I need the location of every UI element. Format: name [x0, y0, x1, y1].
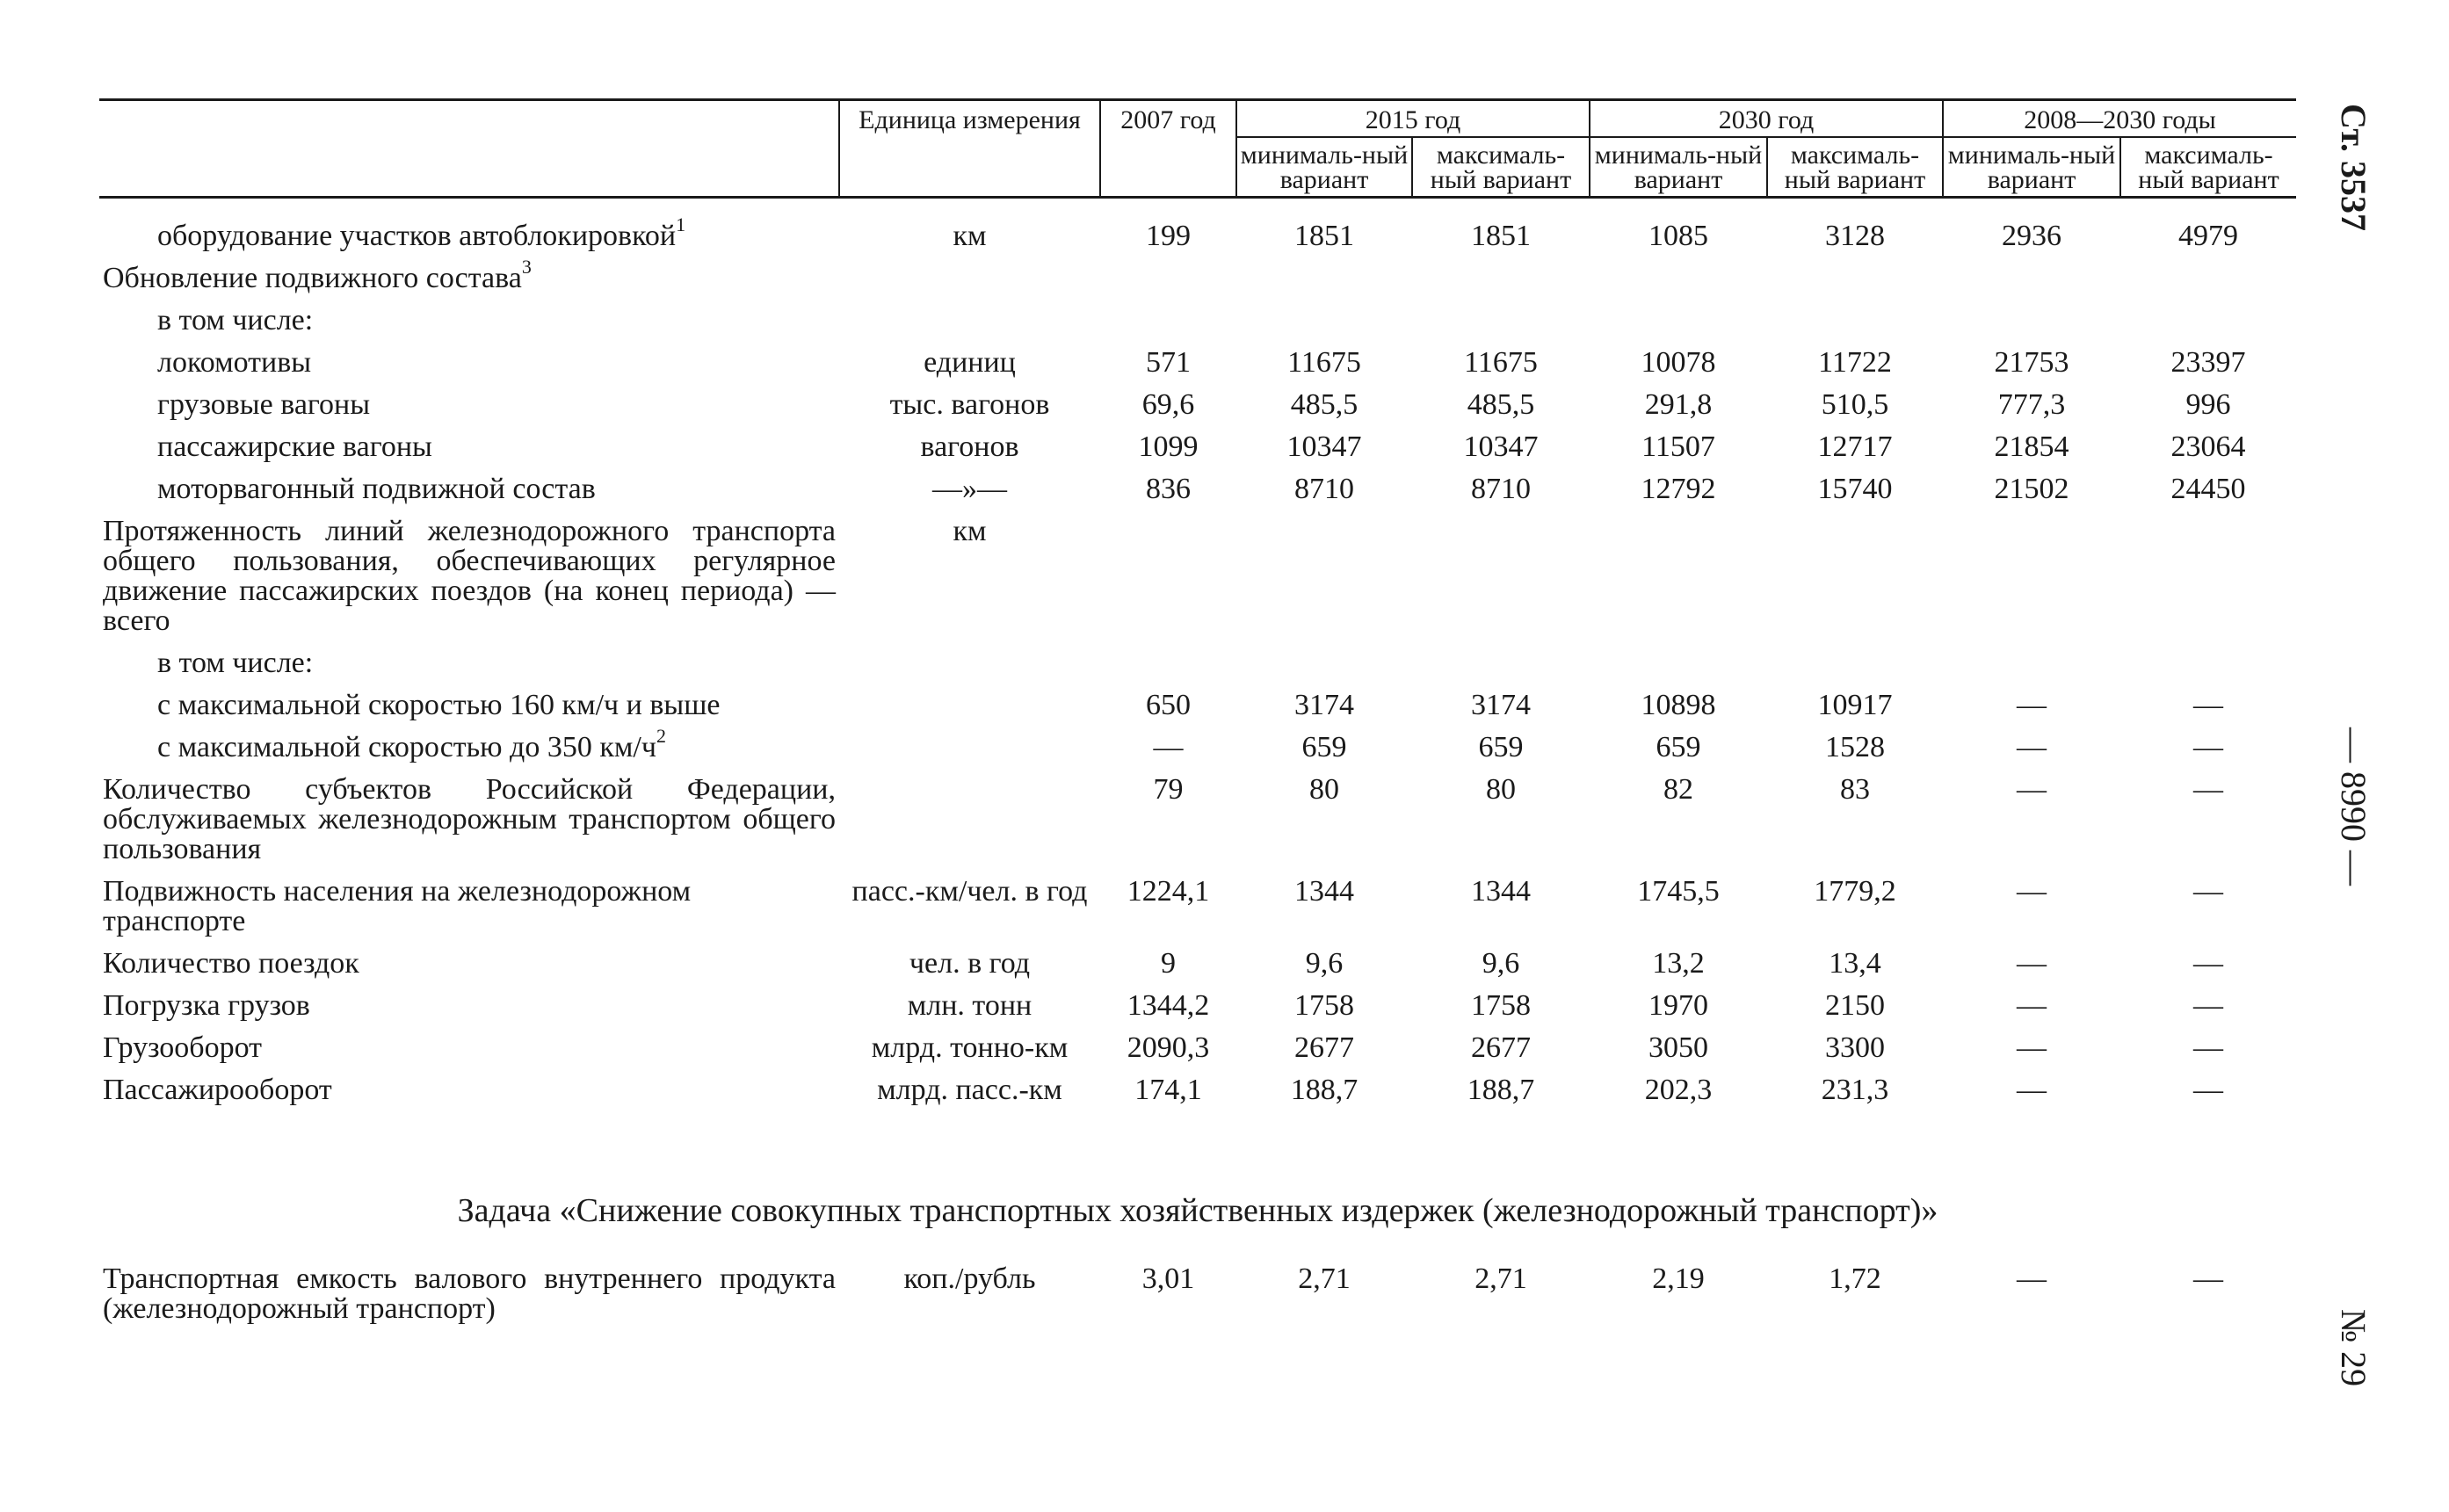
header-2008-2030-min: минималь-ный вариант — [1943, 137, 2120, 198]
row-value: 12717 — [1817, 430, 1893, 463]
header-2015-min: минималь-ный вариант — [1236, 137, 1412, 198]
row-label — [99, 1027, 839, 1069]
row-unit: чел. в год — [909, 947, 1031, 980]
row-value: 659 — [1478, 731, 1524, 763]
row-label — [99, 1258, 839, 1330]
row-value: 83 — [1840, 773, 1870, 806]
row-value — [1412, 510, 1590, 642]
row-value: 69,6 — [1141, 388, 1195, 421]
row-value: — — [2193, 989, 2223, 1022]
row-unit: км — [953, 220, 987, 252]
row-value — [1943, 257, 2120, 300]
row-value — [1943, 510, 2120, 642]
row-value: 24450 — [2170, 473, 2246, 505]
header-2030-min: минималь-ный вариант — [1590, 137, 1767, 198]
row-label — [99, 257, 839, 300]
header-unit: Единица измерения — [839, 100, 1100, 198]
row-value: 1851 — [1294, 220, 1354, 252]
row-value: 8710 — [1471, 473, 1531, 505]
row-value — [1943, 300, 2120, 342]
row-value: 13,2 — [1652, 947, 1705, 980]
row-value: — — [2193, 689, 2223, 721]
row-unit: коп./рубль — [903, 1262, 1036, 1295]
row-value: — — [2193, 875, 2223, 908]
row-value: 11675 — [1287, 346, 1361, 379]
row-value: 188,7 — [1290, 1074, 1359, 1106]
row-unit: млн. тонн — [907, 989, 1032, 1022]
row-value: 10898 — [1641, 689, 1716, 721]
row-value: 2677 — [1471, 1031, 1531, 1064]
row-value: 231,3 — [1821, 1074, 1889, 1106]
row-value: 10347 — [1463, 430, 1539, 463]
page-reference: Ст. 3537 — [2334, 104, 2373, 231]
table-row — [99, 384, 2296, 426]
row-value: 1745,5 — [1637, 875, 1720, 908]
row-value: 188,7 — [1467, 1074, 1535, 1106]
table-row — [99, 468, 2296, 510]
row-value: 485,5 — [1290, 388, 1359, 421]
row-label-text: в том числе: — [157, 647, 314, 679]
row-value: 12792 — [1641, 473, 1716, 505]
row-value: 1,72 — [1829, 1262, 1881, 1295]
row-value: 996 — [2185, 388, 2231, 421]
row-value: 21753 — [1994, 346, 2069, 379]
row-value — [2120, 300, 2296, 342]
row-value — [2120, 642, 2296, 684]
row-value — [1590, 300, 1767, 342]
row-value — [1236, 257, 1412, 300]
row-unit: млрд. пасс.-км — [877, 1074, 1062, 1106]
row-value: 777,3 — [1997, 388, 2066, 421]
row-label — [99, 198, 839, 258]
row-value: 80 — [1486, 773, 1516, 806]
row-unit — [839, 684, 1100, 727]
page-number: — 8990 — — [2334, 727, 2373, 886]
row-label — [99, 300, 839, 342]
row-value: 1224,1 — [1127, 875, 1210, 908]
table-header — [99, 100, 2296, 198]
row-value: 3174 — [1471, 689, 1531, 721]
row-value: 1344 — [1294, 875, 1354, 908]
row-value: — — [2017, 773, 2047, 806]
row-label — [99, 769, 839, 871]
row-value: 1344,2 — [1127, 989, 1210, 1022]
table-row — [99, 769, 2296, 871]
header-2008-2030-max: максималь-ный вариант — [2120, 137, 2296, 198]
table-row — [99, 943, 2296, 985]
row-label-text: Грузооборот — [103, 1031, 263, 1064]
row-value: — — [2017, 689, 2047, 721]
row-value: 1528 — [1825, 731, 1885, 763]
row-label-text: Подвижность населения на железнодорожном транспорте — [103, 875, 692, 937]
row-value — [1412, 642, 1590, 684]
row-value — [1767, 642, 1943, 684]
row-label — [99, 342, 839, 384]
task-heading: Задача «Снижение совокупных транспортных хозяйственных издержек (железнодорожный транспорт)» — [457, 1192, 1938, 1229]
row-value: 3174 — [1294, 689, 1354, 721]
row-label-text: пассажирские вагоны — [157, 430, 432, 463]
table-row — [99, 257, 2296, 300]
table-row — [99, 342, 2296, 384]
row-value: 9,6 — [1305, 947, 1344, 980]
row-value — [1236, 300, 1412, 342]
row-value — [1590, 642, 1767, 684]
task-table-body — [99, 1258, 2296, 1330]
table-row — [99, 684, 2296, 727]
row-value: 10347 — [1286, 430, 1362, 463]
header-blank — [99, 100, 839, 198]
table-row — [99, 300, 2296, 342]
row-value: 3128 — [1825, 220, 1885, 252]
row-unit: пасс.-км/чел. в год — [851, 875, 1088, 908]
row-label-text: моторвагонный подвижной состав — [157, 473, 596, 505]
row-value: 1758 — [1294, 989, 1354, 1022]
row-label-text: с максимальной скоростью до 350 км/ч — [157, 731, 656, 763]
row-value: — — [2017, 989, 2047, 1022]
table-row — [99, 642, 2296, 684]
row-value: — — [2017, 731, 2047, 763]
row-value — [1100, 642, 1236, 684]
row-label — [99, 871, 839, 943]
row-value: 1970 — [1648, 989, 1708, 1022]
row-value: 15740 — [1817, 473, 1893, 505]
table-row — [99, 198, 2296, 258]
row-value: — — [2017, 1074, 2047, 1106]
row-value: 650 — [1146, 689, 1191, 721]
row-value: — — [2193, 1262, 2223, 1295]
row-label-text: локомотивы — [157, 346, 312, 379]
row-value: — — [2017, 875, 2047, 908]
row-value: — — [1153, 731, 1184, 763]
row-value — [1943, 642, 2120, 684]
row-value — [1590, 257, 1767, 300]
table-body — [99, 198, 2296, 1112]
row-value — [1767, 510, 1943, 642]
row-value — [1412, 300, 1590, 342]
row-label-text: с максимальной скоростью 160 км/ч и выше — [157, 689, 721, 721]
row-value: — — [2193, 1074, 2223, 1106]
row-label-text: Обновление подвижного состава — [103, 262, 522, 294]
row-value — [1236, 642, 1412, 684]
row-value: 836 — [1146, 473, 1191, 505]
row-value: 2,71 — [1474, 1262, 1527, 1295]
row-label — [99, 384, 839, 426]
row-value — [1100, 257, 1236, 300]
row-value: 1851 — [1471, 220, 1531, 252]
row-label — [99, 724, 839, 769]
task-table — [99, 1258, 2296, 1330]
row-value — [1590, 510, 1767, 642]
row-value: 571 — [1146, 346, 1191, 379]
row-value: 510,5 — [1821, 388, 1889, 421]
row-value — [1100, 300, 1236, 342]
row-label — [99, 426, 839, 468]
row-value — [2120, 257, 2296, 300]
row-value: 1344 — [1471, 875, 1531, 908]
row-label-text: Транспортная емкость валового внутреннего продукта (железнодорожный транспорт) — [103, 1262, 836, 1325]
table-row — [99, 985, 2296, 1027]
row-value: 2150 — [1825, 989, 1885, 1022]
row-value: 1099 — [1138, 430, 1199, 463]
row-value: 10917 — [1817, 689, 1893, 721]
row-value: 11507 — [1641, 430, 1715, 463]
row-unit — [839, 642, 1100, 684]
row-value: — — [2193, 1031, 2223, 1064]
row-value: 10078 — [1641, 346, 1716, 379]
table-row — [99, 510, 2296, 642]
row-label-text: Количество поездок — [103, 947, 359, 980]
row-value — [1100, 510, 1236, 642]
row-unit: единиц — [924, 346, 1016, 379]
row-value: 23397 — [2170, 346, 2246, 379]
row-value: 199 — [1146, 220, 1191, 252]
row-unit: —»— — [932, 473, 1007, 505]
row-value: 202,3 — [1644, 1074, 1713, 1106]
table-row — [99, 727, 2296, 769]
row-value: 2,71 — [1298, 1262, 1351, 1295]
row-value: 291,8 — [1644, 388, 1713, 421]
row-value: 2090,3 — [1127, 1031, 1210, 1064]
row-unit: тыс. вагонов — [889, 388, 1050, 421]
row-unit — [839, 257, 1100, 300]
row-unit — [839, 727, 1100, 769]
row-value: 23064 — [2170, 430, 2246, 463]
row-label — [99, 943, 839, 985]
row-unit — [839, 300, 1100, 342]
row-value: 9 — [1161, 947, 1176, 980]
row-label-text: Погрузка грузов — [103, 989, 310, 1022]
row-value — [1767, 257, 1943, 300]
row-value: 2936 — [2002, 220, 2061, 252]
row-unit: млрд. тонно-км — [871, 1031, 1069, 1064]
row-value: 9,6 — [1482, 947, 1520, 980]
row-value: 8710 — [1294, 473, 1354, 505]
row-label-text: грузовые вагоны — [157, 388, 371, 421]
row-value: 3050 — [1648, 1031, 1708, 1064]
row-label — [99, 642, 839, 684]
row-label — [99, 684, 839, 727]
row-value: 1085 — [1648, 220, 1708, 252]
row-label-text: Количество субъектов Российской Федерации, обслуживаемых железнодорожным транспортом общего пользования — [103, 773, 836, 865]
row-value: 80 — [1309, 773, 1339, 806]
row-value — [1236, 510, 1412, 642]
row-value: 82 — [1663, 773, 1693, 806]
row-value: 2,19 — [1652, 1262, 1705, 1295]
header-2030-max: максималь-ный вариант — [1767, 137, 1943, 198]
row-label — [99, 985, 839, 1027]
row-label-text: Пассажирооборот — [103, 1074, 332, 1106]
row-value: 1758 — [1471, 989, 1531, 1022]
footnote-marker: 1 — [676, 213, 686, 235]
footnote-marker: 2 — [656, 724, 666, 747]
row-value: 3,01 — [1141, 1262, 1195, 1295]
row-value: 485,5 — [1467, 388, 1535, 421]
header-2015-max: максималь-ный вариант — [1412, 137, 1590, 198]
row-label — [99, 468, 839, 510]
row-value: 174,1 — [1134, 1074, 1202, 1106]
row-value: — — [2017, 947, 2047, 980]
row-unit: км — [953, 515, 987, 547]
issue-number: № 29 — [2334, 1309, 2373, 1387]
row-value: — — [2193, 947, 2223, 980]
header-2007: 2007 год — [1100, 100, 1236, 198]
row-label-text: в том числе: — [157, 304, 314, 336]
header-2008-2030: 2008—2030 годы — [1943, 100, 2296, 138]
row-label — [99, 1069, 839, 1111]
row-label-text: оборудование участков автоблокировкой — [157, 220, 677, 252]
row-unit — [839, 769, 1100, 871]
row-value: 3300 — [1825, 1031, 1885, 1064]
row-value: — — [2017, 1262, 2047, 1295]
table-row — [99, 871, 2296, 943]
data-table — [99, 98, 2296, 1111]
table-row — [99, 1069, 2296, 1111]
row-value: 21502 — [1994, 473, 2069, 505]
table-row — [99, 1258, 2296, 1330]
row-value: 1779,2 — [1814, 875, 1896, 908]
row-unit: вагонов — [920, 430, 1019, 463]
row-value: 21854 — [1994, 430, 2069, 463]
row-value: 13,4 — [1829, 947, 1881, 980]
row-value: 2677 — [1294, 1031, 1354, 1064]
row-value: 11722 — [1818, 346, 1892, 379]
row-value: 659 — [1656, 731, 1701, 763]
table-row — [99, 426, 2296, 468]
row-value — [2120, 510, 2296, 642]
row-label-text: Протяженность линий железнодорожного транспорта общего пользования, обеспечивающих регулярное движение пассажирских поездов (на конец периода) — всего — [103, 515, 836, 637]
row-value: — — [2193, 731, 2223, 763]
data-table-container — [99, 98, 2296, 1111]
row-value: — — [2193, 773, 2223, 806]
row-value — [1412, 257, 1590, 300]
row-value: 11675 — [1464, 346, 1538, 379]
row-value: 4979 — [2178, 220, 2238, 252]
header-2015: 2015 год — [1236, 100, 1590, 138]
row-value — [1767, 300, 1943, 342]
row-value: 659 — [1301, 731, 1347, 763]
row-label — [99, 510, 839, 642]
footnote-marker: 3 — [521, 255, 532, 278]
row-value: — — [2017, 1031, 2047, 1064]
header-2030: 2030 год — [1590, 100, 1943, 138]
row-value: 79 — [1153, 773, 1184, 806]
table-row — [99, 1027, 2296, 1069]
